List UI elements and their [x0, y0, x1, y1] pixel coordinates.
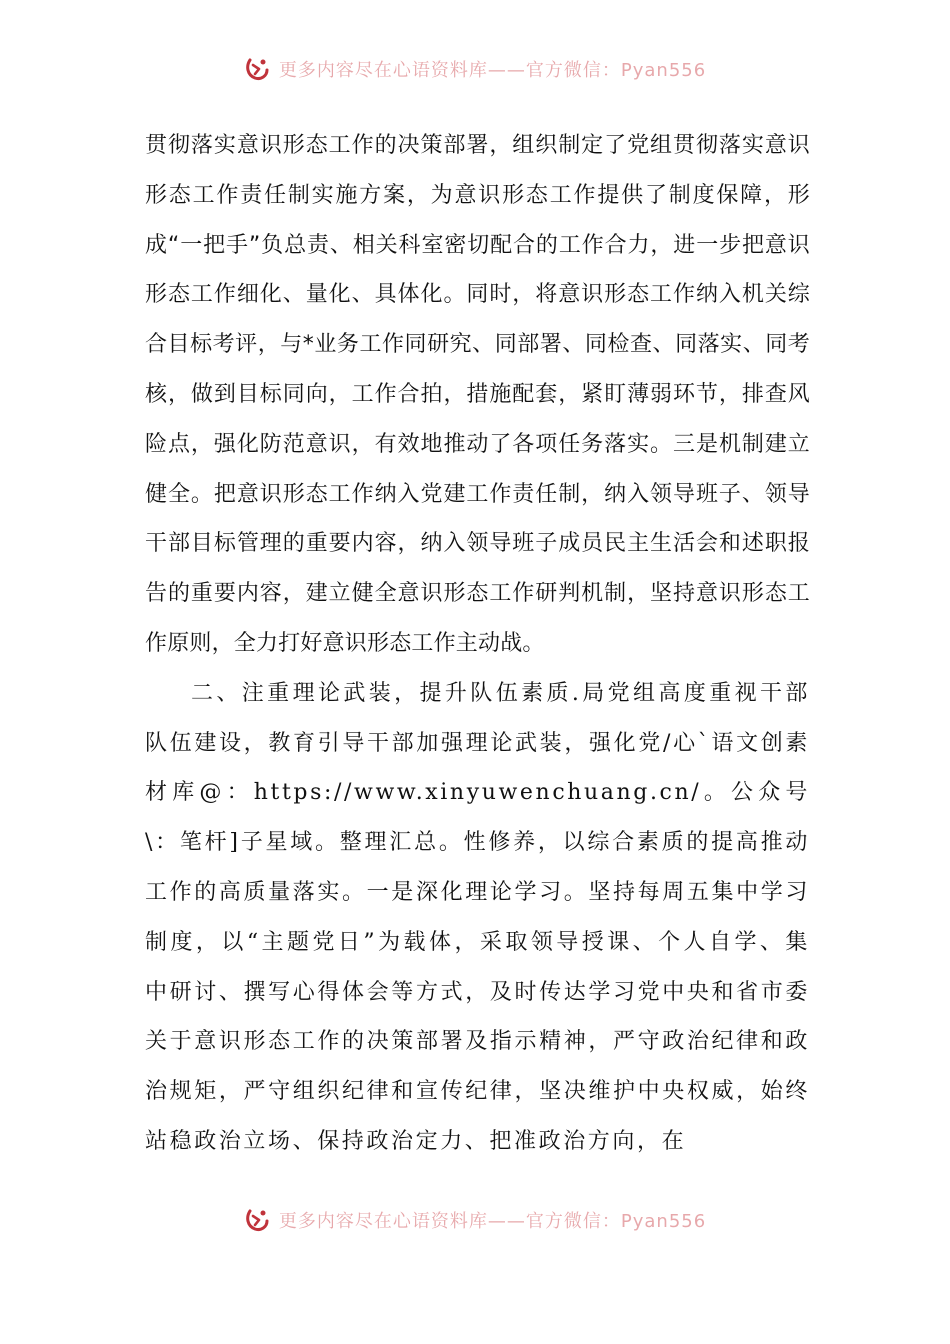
footer-watermark — [0, 1207, 950, 1237]
brand-logo-icon — [244, 56, 270, 82]
watermark-text: 更多内容尽在心语资料库——官方微信：Pyan556 — [278, 1211, 707, 1232]
body-paragraph: 贯彻落实意识形态工作的决策部署，组织制定了党组贯彻落实意识形态工作责任制实施方案，为意识形态工作提供了制度保障，形成“一把手”负总责、相关科室密切配合的工作合力，进一步把意识形态工作细化、量化、具体化。同时，将意识形态工作纳入机关综合目标考评，与*业务工作同研究、同部署、同检查、同落实、同考核，做到目标同向，工作合拍，措施配套，紧盯薄弱环节，排查风险点，强化防范意识，有效地推动了各项任务落实。三是机制建立健全。把意识形态工作纳入党建工作责任制，纳入领导班子、领导干部目标管理的重要内容，纳入领导班子成员民主生活会和述职报告的重要内容，建立健全意识形态工作研判机制，坚持意识形态工作原则，全力打好意识形态工作主动战。 — [145, 133, 810, 656]
watermark-text: 更多内容尽在心语资料库——官方微信：Pyan556 — [278, 60, 707, 81]
document-body — [145, 121, 810, 1167]
brand-logo-icon — [244, 1207, 270, 1233]
body-paragraph: 二、注重理论武装，提升队伍素质.局党组高度重视干部队伍建设，教育引导干部加强理论武装，强化党/心`语文创素材库@：https://www.xinyuwenchuang.cn/。公众号\：笔杆]子星域。整理汇总。性修养，以综合素质的提高推动工作的高质量落实。一是深化理论学习。坚持每周五集中学习制度，以“主题党日”为载体，采取领导授课、个人自学、集中研讨、撰写心得体会等方式，及时传达学习党中央和省市委关于意识形态工作的决策部署及指示精神，严守政治纪律和政治规矩，严守组织纪律和宣传纪律，坚决维护中央权威，始终站稳政治立场、保持政治定力、把准政治方向，在 — [145, 680, 810, 1154]
header-watermark — [0, 56, 950, 86]
